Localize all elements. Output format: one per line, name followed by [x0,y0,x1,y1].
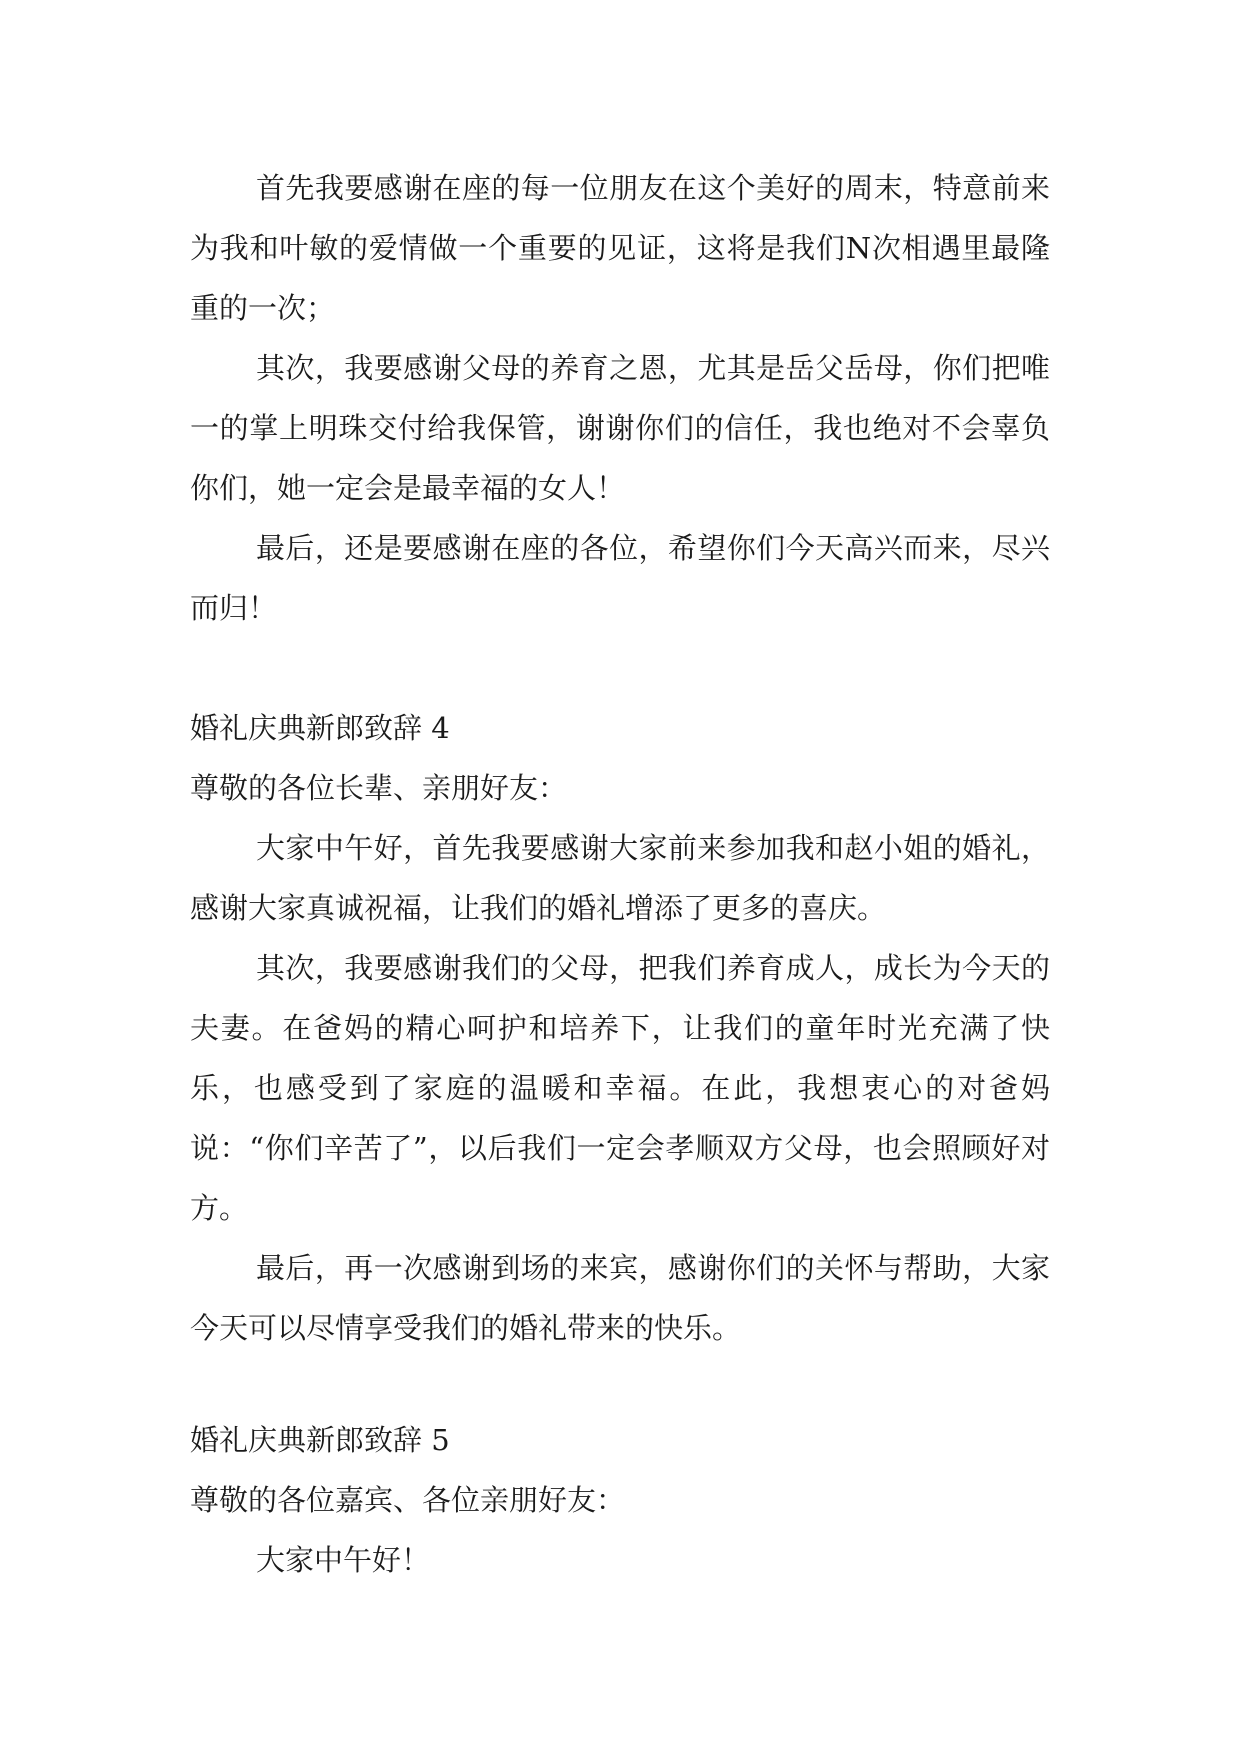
paragraph-thanks-friends: 首先我要感谢在座的每一位朋友在这个美好的周末，特意前来为我和叶敏的爱情做一个重要的见证，这将是我们N次相遇里最隆重的一次； [190,171,1050,325]
section-4-paragraph-3: 最后，再一次感谢到场的来宾，感谢你们的关怀与帮助，大家今天可以尽情享受我们的婚礼带来的快乐。 [190,1251,1050,1345]
section-4-paragraph-2: 其次，我要感谢我们的父母，把我们养育成人，成长为今天的夫妻。在爸妈的精心呵护和培养下，让我们的童年时光充满了快乐，也感受到了家庭的温暖和幸福。在此，我想衷心的对爸妈说：“你们辛苦了”，以后我们一定会孝顺双方父母，也会照顾好对方。 [190,951,1050,1225]
section-4-paragraph-1: 大家中午好，首先我要感谢大家前来参加我和赵小姐的婚礼，感谢大家真诚祝福，让我们的婚礼增添了更多的喜庆。 [190,831,1050,925]
paragraph-thanks-parents: 其次，我要感谢父母的养育之恩，尤其是岳父岳母，你们把唯一的掌上明珠交付给我保管，谢谢你们的信任，我也绝对不会辜负你们，她一定会是最幸福的女人！ [190,351,1050,505]
paragraph-thanks-guests: 最后，还是要感谢在座的各位，希望你们今天高兴而来，尽兴而归！ [190,531,1050,625]
section-5-paragraph-1: 大家中午好！ [256,1543,431,1577]
section-4-title: 婚礼庆典新郎致辞 4 [190,711,450,745]
section-5-salutation: 尊敬的各位嘉宾、各位亲朋好友： [190,1483,626,1517]
section-4-salutation: 尊敬的各位长辈、亲朋好友： [190,771,568,805]
section-5-title: 婚礼庆典新郎致辞 5 [190,1423,450,1457]
